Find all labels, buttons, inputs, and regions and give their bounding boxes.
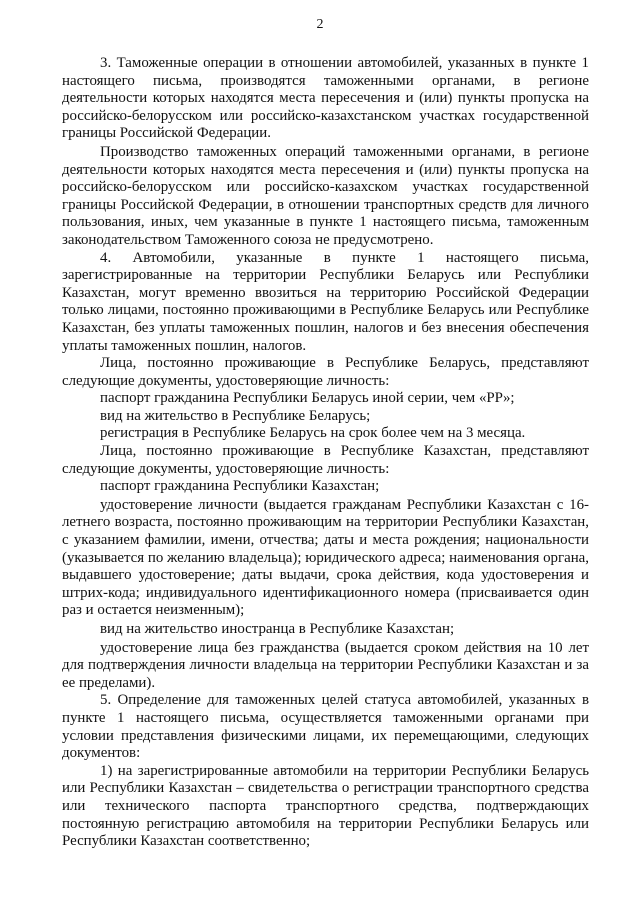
list-item-belarus-registration: регистрация в Республике Беларусь на срок более чем на 3 месяца. [100, 425, 526, 442]
list-item-registered-vehicles: 1) на зарегистрированные автомобили на территории Республики Беларусь или Республики Казахстан – свидетельства о регистрации транспортного средства или технического паспорта транспортного средства, подтверждающих постоянную регистрацию автомобиля на территории Республики Беларусь или Республики Казахстан соответственно; [62, 762, 589, 850]
paragraph-customs-not-provided: Производство таможенных операций таможенными органами, в регионе деятельности которых находятся места пересечения и (или) пункты пропуска на российско-белорусском или российско-казахском участках государственной границы Российской Федерации, в отношении транспортных средств для личного пользования, иных, чем указанные в пункте 1 настоящего письма, таможенным законодательством Таможенного союза не предусмотрено. [62, 143, 589, 248]
paragraph-5-status-determination: 5. Определение для таможенных целей статуса автомобилей, указанных в пункте 1 настоящего письма, осуществляется таможенными органами при условии представления физическими лицами, их перемещающими, следующих документов: [62, 692, 589, 762]
list-item-stateless-certificate: удостоверение лица без гражданства (выдается сроком действия на 10 лет для подтверждения личности владельца на территории Республики Казахстан и за ее пределами). [62, 639, 589, 691]
paragraph-belarus-residents: Лица, постоянно проживающие в Республике Беларусь, представляют следующие документы, удостоверяющие личность: [62, 355, 589, 389]
page-number: 2 [316, 17, 324, 32]
paragraph-kazakhstan-residents: Лица, постоянно проживающие в Республике Казахстан, представляют следующие документы, удостоверяющие личность: [62, 443, 589, 477]
paragraph-4-vehicles: 4. Автомобили, указанные в пункте 1 настоящего письма, зарегистрированные на территории Республики Беларусь или Республики Казахстан, могут временно ввозиться на территорию Российской Федерации только лицами, постоянно проживающими в Республике Беларусь или Республике Казахстан, без уплаты таможенных пошлин, налогов и без внесения обеспечения уплаты таможенных пошлин, налогов. [62, 249, 589, 354]
list-item-kazakhstan-residence-permit: вид на жительство иностранца в Республике Казахстан; [100, 621, 455, 637]
paragraph-3-customs-operations: 3. Таможенные операции в отношении автомобилей, указанных в пункте 1 настоящего письма, производятся таможенными органами, в регионе деятельности которых находятся места пересечения и (или) пункты пропуска на российско-белорусском или российско-казахстанском участках государственной границы Российской Федерации. [62, 55, 589, 142]
list-item-belarus-passport: паспорт гражданина Республики Беларусь иной серии, чем «PP»; [100, 390, 515, 407]
list-item-kazakhstan-passport: паспорт гражданина Республики Казахстан; [100, 478, 380, 495]
document-body [62, 55, 589, 851]
list-item-kazakhstan-id-card: удостоверение личности (выдается гражданам Республики Казахстан с 16-летнего возраста, постоянно проживающим на территории Республики Казахстан, с указанием фамилии, имени, отчества; даты и места рождения; национальности (указывается по желанию владельца); юридического адреса; наименования органа, выдавшего удостоверение; даты выдачи, срока действия, кода удостоверения и штрих-кода; индивидуального идентификационного номера (присваивается один раз и остается неизменным); [62, 496, 589, 619]
list-item-belarus-residence-permit: вид на жительство в Республике Беларусь; [100, 407, 371, 424]
